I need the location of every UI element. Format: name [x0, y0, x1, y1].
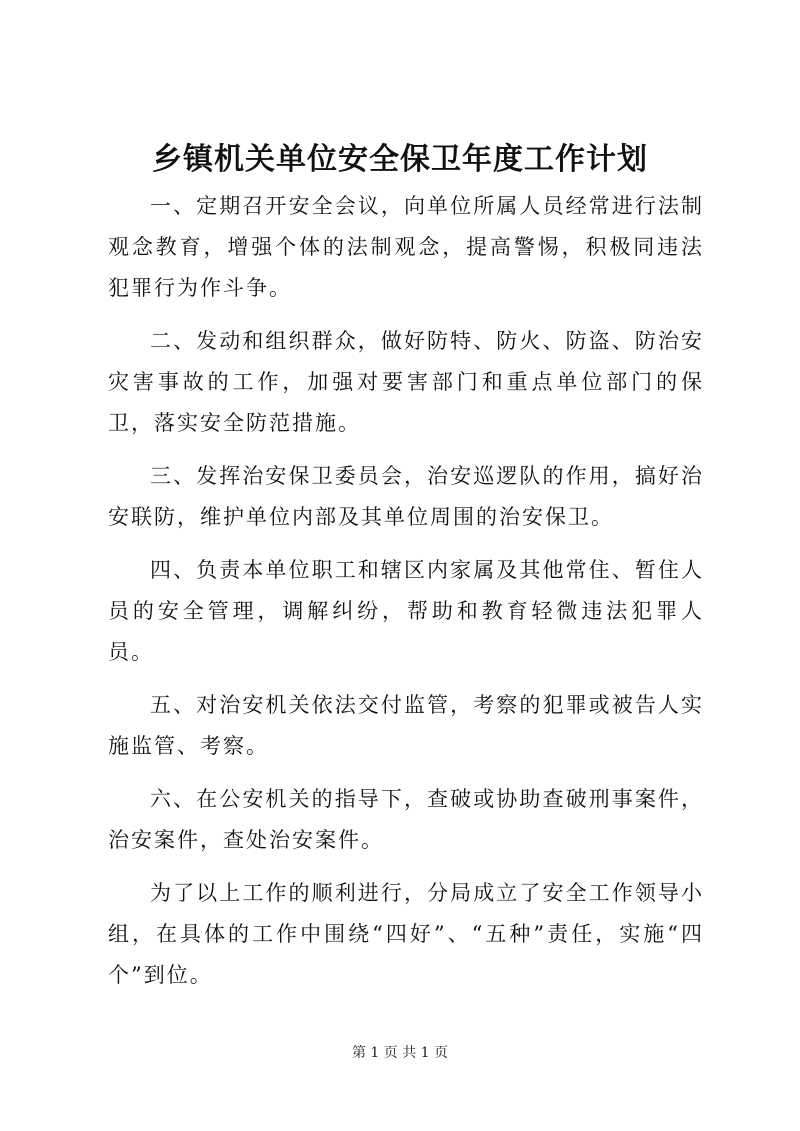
paragraph-2: 二、发动和组织群众，做好防特、防火、防盗、防治安灾害事故的工作，加强对要害部门和重点单位部门的保卫，落实安全防范措施。: [108, 329, 704, 435]
paragraph-4: 四、负责本单位职工和辖区内家属及其他常住、暂住人员的安全管理，调解纠纷，帮助和教育轻微违法犯罪人员。: [108, 558, 704, 664]
paragraph-1: 一、定期召开安全会议，向单位所属人员经常进行法制观念教育，增强个体的法制观念，提高警惕，积极同违法犯罪行为作斗争。: [108, 194, 704, 300]
document-body: [108, 186, 704, 1008]
paragraph-6: 六、在公安机关的指导下，查破或协助查破刑事案件，治安案件，查处治安案件。: [108, 787, 704, 852]
paragraph-3: 三、发挥治安保卫委员会，治安巡逻队的作用，搞好治安联防，维护单位内部及其单位周围的治安保卫。: [108, 464, 704, 529]
paragraph-7: 为了以上工作的顺利进行，分局成立了安全工作领导小组，在具体的工作中围绕“四好”、“五种”责任，实施“四个”到位。: [108, 881, 704, 987]
paragraph-5: 五、对治安机关依法交付监管，考察的犯罪或被告人实施监管、考察。: [108, 693, 704, 758]
document-title: 乡镇机关单位安全保卫年度工作计划: [152, 142, 648, 177]
page-footer: 第 1 页 共 1 页: [351, 1045, 449, 1061]
